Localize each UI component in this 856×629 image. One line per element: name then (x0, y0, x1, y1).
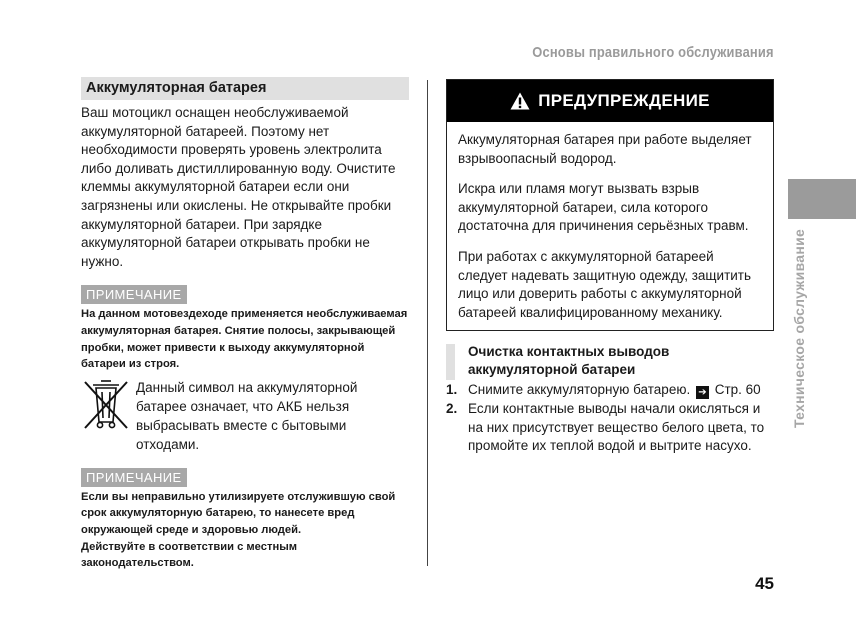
crossed-out-bin-icon (81, 378, 131, 432)
page-ref-link[interactable]: Стр. 60 (714, 382, 761, 398)
step-item (446, 381, 774, 400)
section-tab-label: Техническое обслуживание (791, 228, 807, 428)
step-text-content: Снимите аккумуляторную батарею. (468, 382, 691, 398)
note-text: На данном мотовездеходе применяется необслуживаемая аккумуляторная батарея. Снятие полосы, закрывающей пробки, может привести к выходу аккумуляторной батареи из строя. (81, 308, 408, 371)
running-header: Основы правильного обслуживания (532, 44, 774, 61)
warning-triangle-icon (510, 92, 530, 110)
warning-header (447, 80, 773, 122)
warning-box (446, 79, 774, 331)
step-text: Если контактные выводы начали окисляться и на них присутствует вещество белого цвета, то промойте их теплой водой и вытрите насухо. (468, 400, 765, 454)
page-ref-arrow-icon: ➔ (696, 386, 709, 399)
section-title: Аккумуляторная батарея (81, 77, 409, 100)
page-number: 45 (755, 574, 774, 593)
warning-title: ПРЕДУПРЕЖДЕНИЕ (538, 91, 710, 110)
disposal-symbol-row (81, 378, 409, 454)
section-tab (788, 179, 856, 219)
cleaning-title: Очистка контактных выводов аккумуляторной батареи (468, 344, 670, 378)
note-block (81, 285, 409, 372)
warning-paragraph: Аккумуляторная батарея при работе выделяет взрывоопасный водород. (458, 132, 752, 166)
cleaning-steps (446, 381, 774, 455)
note-label: ПРИМЕЧАНИЕ (81, 468, 187, 487)
left-column (81, 77, 409, 572)
note-label: ПРИМЕЧАНИЕ (81, 285, 187, 304)
battery-paragraph: Ваш мотоцикл оснащен необслуживаемой аккумуляторной батареей. Поэтому нет необходимости проверять уровень электролита либо доливать дистиллированную воду. Очистите клеммы аккумуляторной батареи если они загрязнены или окислены. Не открывайте пробки аккумуляторной батареи. При зарядке аккумуляторной батареи открывать пробки не нужно. (81, 105, 396, 269)
step-item (446, 400, 774, 456)
warning-paragraph: При работах с аккумуляторной батареей следует надевать защитную одежду, защитить лицо или доверить работы с аккумуляторной батареей квалифицированному механику. (458, 248, 752, 320)
cleaning-heading (446, 343, 774, 379)
step-text (468, 381, 774, 400)
warning-body (447, 122, 773, 330)
note-block (81, 468, 409, 572)
column-divider (427, 80, 428, 566)
right-column (446, 79, 774, 456)
note-text: Если вы неправильно утилизируете отслужившую свой срок аккумуляторную батарею, то нанесете вред окружающей среде и здоровью людей. (81, 490, 396, 536)
step-number: 2. (446, 400, 458, 416)
heading-marker (446, 344, 455, 380)
step-number: 1. (446, 382, 458, 398)
note-text-law: Действуйте в соответствии с местным законодательством. (81, 540, 298, 570)
disposal-symbol-text: Данный символ на аккумуляторной батарее означает, что АКБ нельзя выбрасывать вместе с бытовыми отходами. (136, 379, 358, 452)
warning-paragraph: Искра или пламя могут вызвать взрыв аккумуляторной батареи, сила которого достаточна для причинения серьёзных травм. (458, 181, 749, 234)
